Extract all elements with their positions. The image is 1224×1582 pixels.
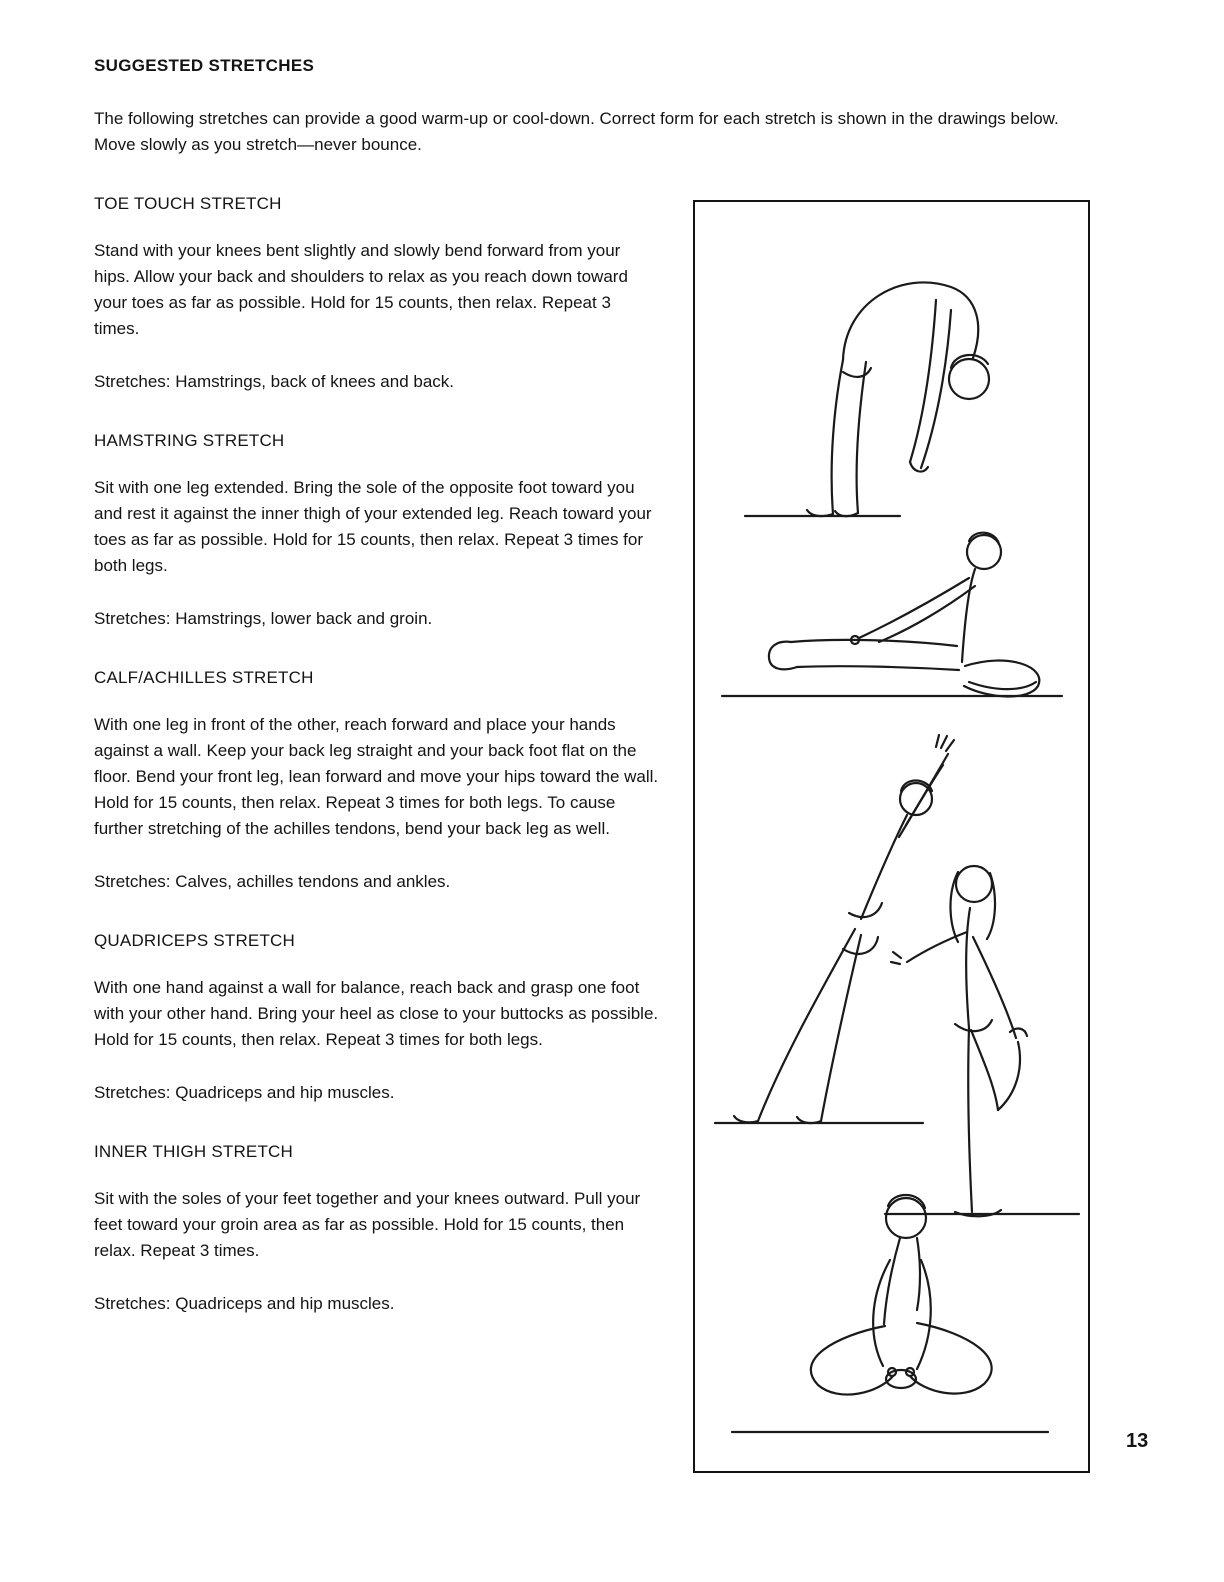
- section-inner-thigh: [94, 1142, 660, 1317]
- section-heading: CALF/ACHILLES STRETCH: [94, 668, 314, 687]
- section-heading: INNER THIGH STRETCH: [94, 1142, 293, 1161]
- illustration-panel: [693, 200, 1090, 1473]
- section-stretches: Stretches: Quadriceps and hip muscles.: [94, 1294, 395, 1313]
- section-heading: TOE TOUCH STRETCH: [94, 194, 282, 213]
- section-quadriceps: [94, 931, 660, 1106]
- section-stretches: Stretches: Hamstrings, lower back and groin.: [94, 609, 433, 628]
- hamstring-figure-illustration: [707, 470, 1077, 720]
- page-title: SUGGESTED STRETCHES: [94, 56, 315, 75]
- section-body: Sit with one leg extended. Bring the sole of the opposite foot toward you and rest it against the inner thigh of your extended leg. Reach toward your toes as far as possible. Hold for 15 counts, then relax. Repeat 3 times for both legs.: [94, 478, 652, 575]
- section-body: Sit with the soles of your feet together and your knees outward. Pull your feet toward your groin area as far as possible. Hold for 15 counts, then relax. Repeat 3 times.: [94, 1189, 641, 1260]
- section-calf-achilles: [94, 668, 660, 895]
- section-body: Stand with your knees bent slightly and slowly bend forward from your hips. Allow your back and shoulders to relax as you reach down toward your toes as far as possible. Hold for 15 counts, then relax. Repeat 3 times.: [94, 241, 628, 338]
- stretch-sections: [94, 194, 660, 1353]
- section-heading: QUADRICEPS STRETCH: [94, 931, 296, 950]
- section-stretches: Stretches: Quadriceps and hip muscles.: [94, 1083, 395, 1102]
- section-toe-touch: [94, 194, 660, 395]
- page-number: 13: [1126, 1430, 1149, 1452]
- section-body: With one leg in front of the other, reach forward and place your hands against a wall. Keep your back leg straight and your back foot flat on the floor. Bend your front leg, lean forward and move your hips toward the wall. Hold for 15 counts, then relax. Repeat 3 times for both legs. To cause further stretching of the achilles tendons, bend your back leg as well.: [94, 715, 659, 838]
- section-heading: HAMSTRING STRETCH: [94, 431, 285, 450]
- section-hamstring: [94, 431, 660, 632]
- section-stretches: Stretches: Hamstrings, back of knees and back.: [94, 372, 455, 391]
- section-body: With one hand against a wall for balance, reach back and grasp one foot with your other hand. Bring your heel as close to your buttocks as possible. Hold for 15 counts, then relax. Repeat 3 times for both legs.: [94, 978, 659, 1049]
- section-stretches: Stretches: Calves, achilles tendons and ankles.: [94, 872, 451, 891]
- inner-thigh-figure-illustration: [720, 1150, 1060, 1460]
- intro-paragraph: The following stretches can provide a good warm-up or cool-down. Correct form for each stretch is shown in the drawings below. Move slowly as you stretch—never bounce.: [94, 109, 1059, 154]
